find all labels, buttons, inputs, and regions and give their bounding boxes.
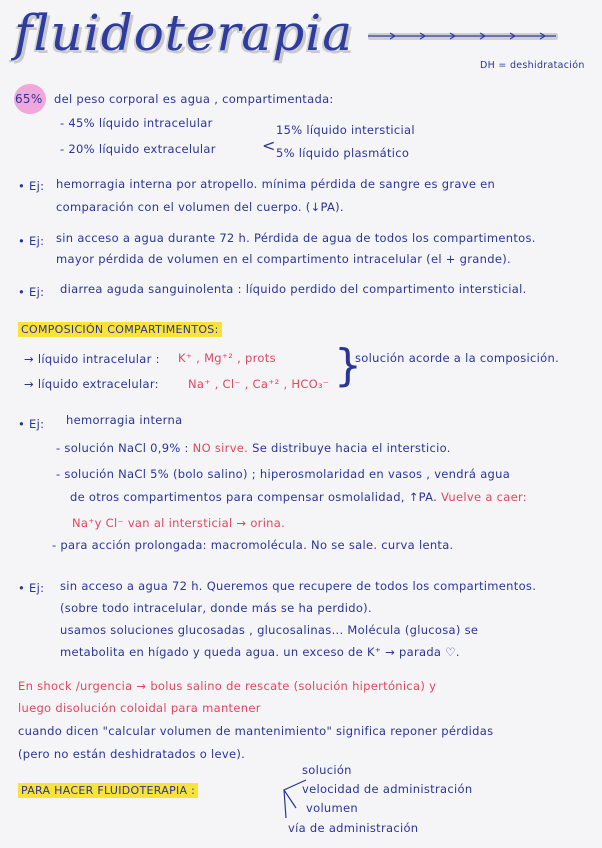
maintenance-note: (pero no están deshidratados o leve). (18, 747, 246, 761)
example-line: diarrea aguda sanguinolenta : líquido perdido del compartimento intersticial. (60, 282, 527, 296)
para-hacer-item: solución (302, 763, 352, 777)
example-line: sin acceso a agua durante 72 h. Pérdida de agua de todos los compartimentos. (56, 231, 536, 245)
page-title: fluidoterapia (14, 4, 354, 62)
shock-note: luego disolución coloidal para mantener (18, 701, 261, 715)
example-bullet: • Ej: (18, 581, 45, 595)
para-hacer-heading-text: PARA HACER FLUIDOTERAPIA : (18, 783, 198, 798)
example-bullet: • Ej: (18, 417, 45, 431)
example-bullet: • Ej: (18, 179, 45, 193)
example-line: sin acceso a agua 72 h. Queremos que recupere de todos los compartimentos. (60, 579, 537, 593)
item-warning: Vuelve a caer: (441, 490, 527, 504)
extracellular-label: → líquido extracelular: (24, 377, 159, 391)
title-arrow-decoration (368, 33, 558, 40)
example-line: mayor pérdida de volumen en el compartimento intracelular (el + grande). (56, 252, 511, 266)
plasma-item: 5% líquido plasmático (276, 146, 410, 160)
example-line: usamos soluciones glucosadas , glucosalinas... Molécula (glucosa) se (60, 623, 479, 637)
item-text: de otros compartimentos para compensar osmolalidad, ↑PA. (70, 490, 438, 504)
maintenance-note: cuando dicen "calcular volumen de mantenimiento" significa reponer pérdidas (18, 724, 494, 738)
item-warning: NO sirve. (192, 441, 249, 455)
intro-text: del peso corporal es agua , compartimentada: (54, 92, 334, 106)
hemorragia-red-note: Na⁺y Cl⁻ van al intersticial → orina. (72, 516, 286, 530)
example-line: (sobre todo intracelular, donde más se ha perdido). (60, 601, 372, 615)
composition-heading-text: COMPOSICIÓN COMPARTIMENTOS: (18, 322, 222, 337)
para-hacer-item: volumen (306, 801, 358, 815)
intracellular-label: → líquido intracelular : (24, 352, 160, 366)
item-text: Se distribuye hacia el intersticio. (252, 441, 451, 455)
branch-symbol: < (262, 136, 276, 155)
abbreviation-legend: DH = deshidratación (480, 60, 585, 71)
hemorragia-item: - para acción prolongada: macromolécula. No se sale. curva lenta. (52, 538, 454, 552)
arrow-line-icon (368, 30, 558, 42)
example-line: metabolita en hígado y queda agua. un exceso de K⁺ → parada ♡. (60, 645, 460, 659)
para-hacer-item: velocidad de administración (302, 782, 473, 796)
para-hacer-item: vía de administración (288, 821, 419, 835)
example-line: hemorragia interna por atropello. mínima pérdida de sangre es grave en (56, 177, 496, 191)
hemorragia-title: hemorragia interna (66, 413, 183, 427)
hemorragia-item (56, 440, 451, 456)
composition-note: solución acorde a la composición. (355, 351, 560, 365)
hemorragia-item-cont (70, 489, 527, 505)
intracellular-item: - 45% líquido intracelular (60, 116, 213, 130)
interstitial-item: 15% líquido intersticial (276, 123, 415, 137)
intracellular-ions: K⁺ , Mg⁺² , prots (178, 351, 276, 365)
example-line: comparación con el volumen del cuerpo. (↓PA). (56, 200, 344, 214)
brace-icon: } (334, 340, 362, 391)
para-hacer-heading (18, 783, 198, 799)
composition-heading (18, 322, 222, 338)
percent-badge: 65% (15, 92, 43, 106)
extracellular-ions: Na⁺ , Cl⁻ , Ca⁺² , HCO₃⁻ (188, 377, 330, 391)
example-bullet: • Ej: (18, 234, 45, 248)
shock-note: En shock /urgencia → bolus salino de rescate (solución hipertónica) y (18, 679, 437, 693)
hemorragia-item: - solución NaCl 5% (bolo salino) ; hiperosmolaridad en vasos , vendrá agua (56, 467, 511, 481)
example-bullet: • Ej: (18, 285, 45, 299)
item-text: - solución NaCl 0,9% : (56, 441, 189, 455)
extracellular-item: - 20% líquido extracelular (60, 142, 216, 156)
